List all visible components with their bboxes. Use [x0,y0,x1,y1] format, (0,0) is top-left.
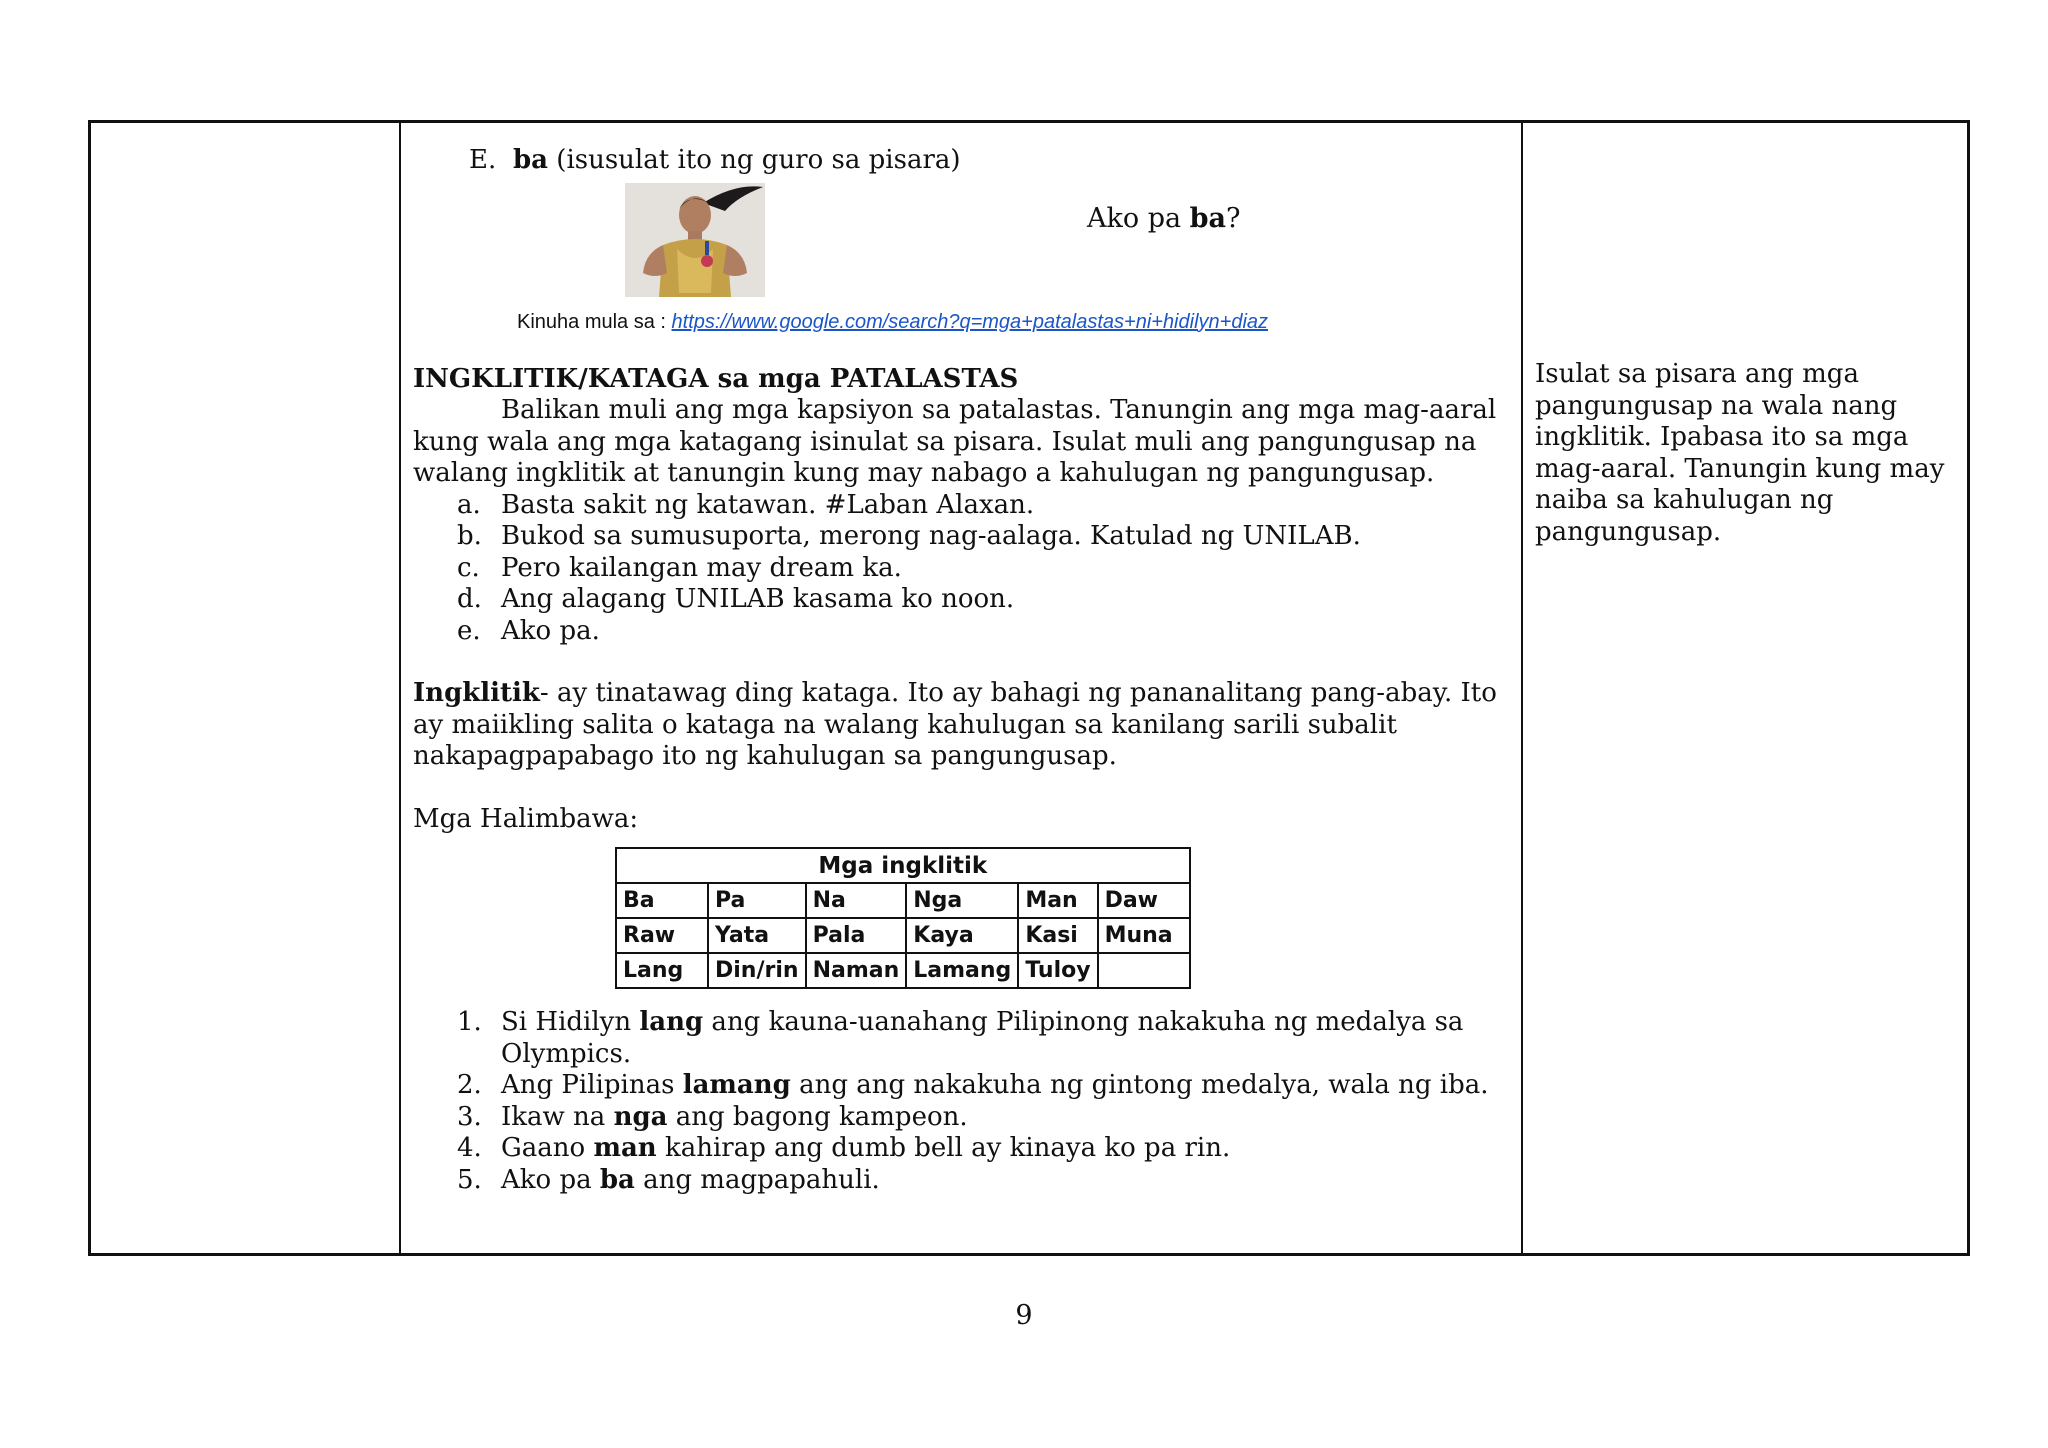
list-marker: c. [457,552,480,583]
example-marker: 1. [457,1007,482,1037]
table-cell: Naman [806,953,907,988]
table-cell: Ba [616,883,708,918]
section-title: INGKLITIK/KATAGA sa mga PATALASTAS [413,363,1019,394]
example-pre: Ang Pilipinas [501,1070,683,1100]
caption-list-item [413,490,1507,522]
lesson-table [88,120,1970,1256]
table-cell: Pala [806,918,907,953]
example-pre: Si Hidilyn [501,1007,640,1037]
section-paragraph: Balikan muli ang mga kapsiyon sa patalastas. Tanungin ang mga mag-aaral kung wala ang mga katagang isinulat sa pisara. Isulat muli ang pangungusap na walang ingklitik at tanungin kung may nabago a kahulugan ng pangungusap. [413,395,1497,488]
right-column [1523,123,1967,1253]
example-pre: Gaano [501,1133,594,1163]
ingklitik-table [615,847,1191,989]
table-row [616,918,1190,953]
list-text: Basta sakit ng katawan. #Laban Alaxan. [501,489,1035,520]
example-item [413,1102,1507,1134]
example-keyword: ba [599,1164,635,1195]
table-cell: Lamang [906,953,1018,988]
table-cell: Yata [708,918,806,953]
main-column [401,123,1523,1253]
image-caption-text [1087,203,1241,234]
image-row [413,183,1507,305]
list-text: Ang alagang UNILAB kasama ko noon. [501,584,1015,614]
caption-list [413,490,1507,648]
examples-label: Mga Halimbawa: [413,803,639,834]
example-item [413,1070,1507,1102]
example-post: ang bagong kampeon. [667,1101,968,1132]
ingklitik-table-header: Mga ingklitik [616,848,1190,883]
list-marker: e. [457,615,481,646]
example-pre: Ako pa [501,1164,600,1195]
item-e-label: E. [469,145,497,175]
item-e-keyword: ba [513,145,549,175]
example-keyword: man [593,1133,657,1163]
definition-text: - ay tinatawag ding kataga. Ito ay bahagi ng pananalitang pang-abay. Ito ay maiikling salita o kataga na walang kahulugan sa kanilang sarili subalit nakapagpapabago ito ng kahulugan sa pangungusap. [413,678,1497,771]
caption-list-item [413,553,1507,585]
left-column [91,123,401,1253]
table-row [616,953,1190,988]
example-item [413,1133,1507,1165]
source-link[interactable]: https://www.google.com/search?q=mga+patalastas+ni+hidilyn+diaz [671,310,1269,333]
ako-pa-suffix: ? [1226,202,1241,234]
caption-list-item [413,616,1507,648]
table-cell: Pa [708,883,806,918]
example-keyword: lamang [682,1070,791,1100]
example-item [413,1165,1507,1197]
item-e-text: (isusulat ito ng guro sa pisara) [548,145,961,175]
table-row [616,883,1190,918]
example-pre: Ikaw na [501,1101,614,1132]
table-cell: Kaya [906,918,1018,953]
table-cell: Tuloy [1018,953,1097,988]
page-number: 9 [1015,1300,1033,1331]
table-cell: Din/rin [708,953,806,988]
definition [413,678,1507,773]
list-marker: b. [457,521,482,551]
table-cell: Man [1018,883,1097,918]
example-marker: 5. [457,1164,482,1195]
definition-term: Ingklitik [413,678,540,708]
example-marker: 4. [457,1133,482,1163]
list-marker: d. [457,584,482,614]
example-post: ang magpapahuli. [634,1164,880,1195]
table-cell: Nga [906,883,1018,918]
example-marker: 3. [457,1101,482,1132]
list-marker: a. [457,489,481,520]
item-e [469,145,1507,177]
example-item [413,1007,1507,1070]
table-cell: Daw [1098,883,1190,918]
athlete-photo [625,183,765,297]
ako-pa-prefix: Ako pa [1087,202,1190,234]
teacher-note: Isulat sa pisara ang mga pangungusap na wala nang ingklitik. Ipabasa ito sa mga mag-aaral. Tanungin kung may naiba sa kahulugan ng pangungusap. [1535,359,1945,547]
table-cell: Lang [616,953,708,988]
image-source [517,311,1507,334]
example-post: kahirap ang dumb bell ay kinaya ko pa rin. [656,1133,1231,1163]
list-text: Pero kailangan may dream ka. [501,552,902,583]
example-keyword: lang [639,1007,704,1037]
table-cell: Raw [616,918,708,953]
example-marker: 2. [457,1070,482,1100]
examples-list [413,1007,1507,1196]
caption-list-item [413,521,1507,553]
table-cell: Muna [1098,918,1190,953]
example-post: ang ang nakakuha ng gintong medalya, wala ng iba. [790,1070,1489,1100]
table-cell: Kasi [1018,918,1097,953]
example-post: ang kauna-uanahang Pilipinong nakakuha ng medalya sa Olympics. [501,1007,1464,1069]
ako-pa-bold: ba [1189,202,1227,234]
list-text: Bukod sa sumusuporta, merong nag-aalaga. Katulad ng UNILAB. [501,521,1361,551]
example-keyword: nga [613,1101,668,1132]
table-cell [1098,953,1190,988]
table-cell: Na [806,883,907,918]
list-text: Ako pa. [501,615,600,646]
source-prefix: Kinuha mula sa : [517,310,672,333]
caption-list-item [413,584,1507,616]
